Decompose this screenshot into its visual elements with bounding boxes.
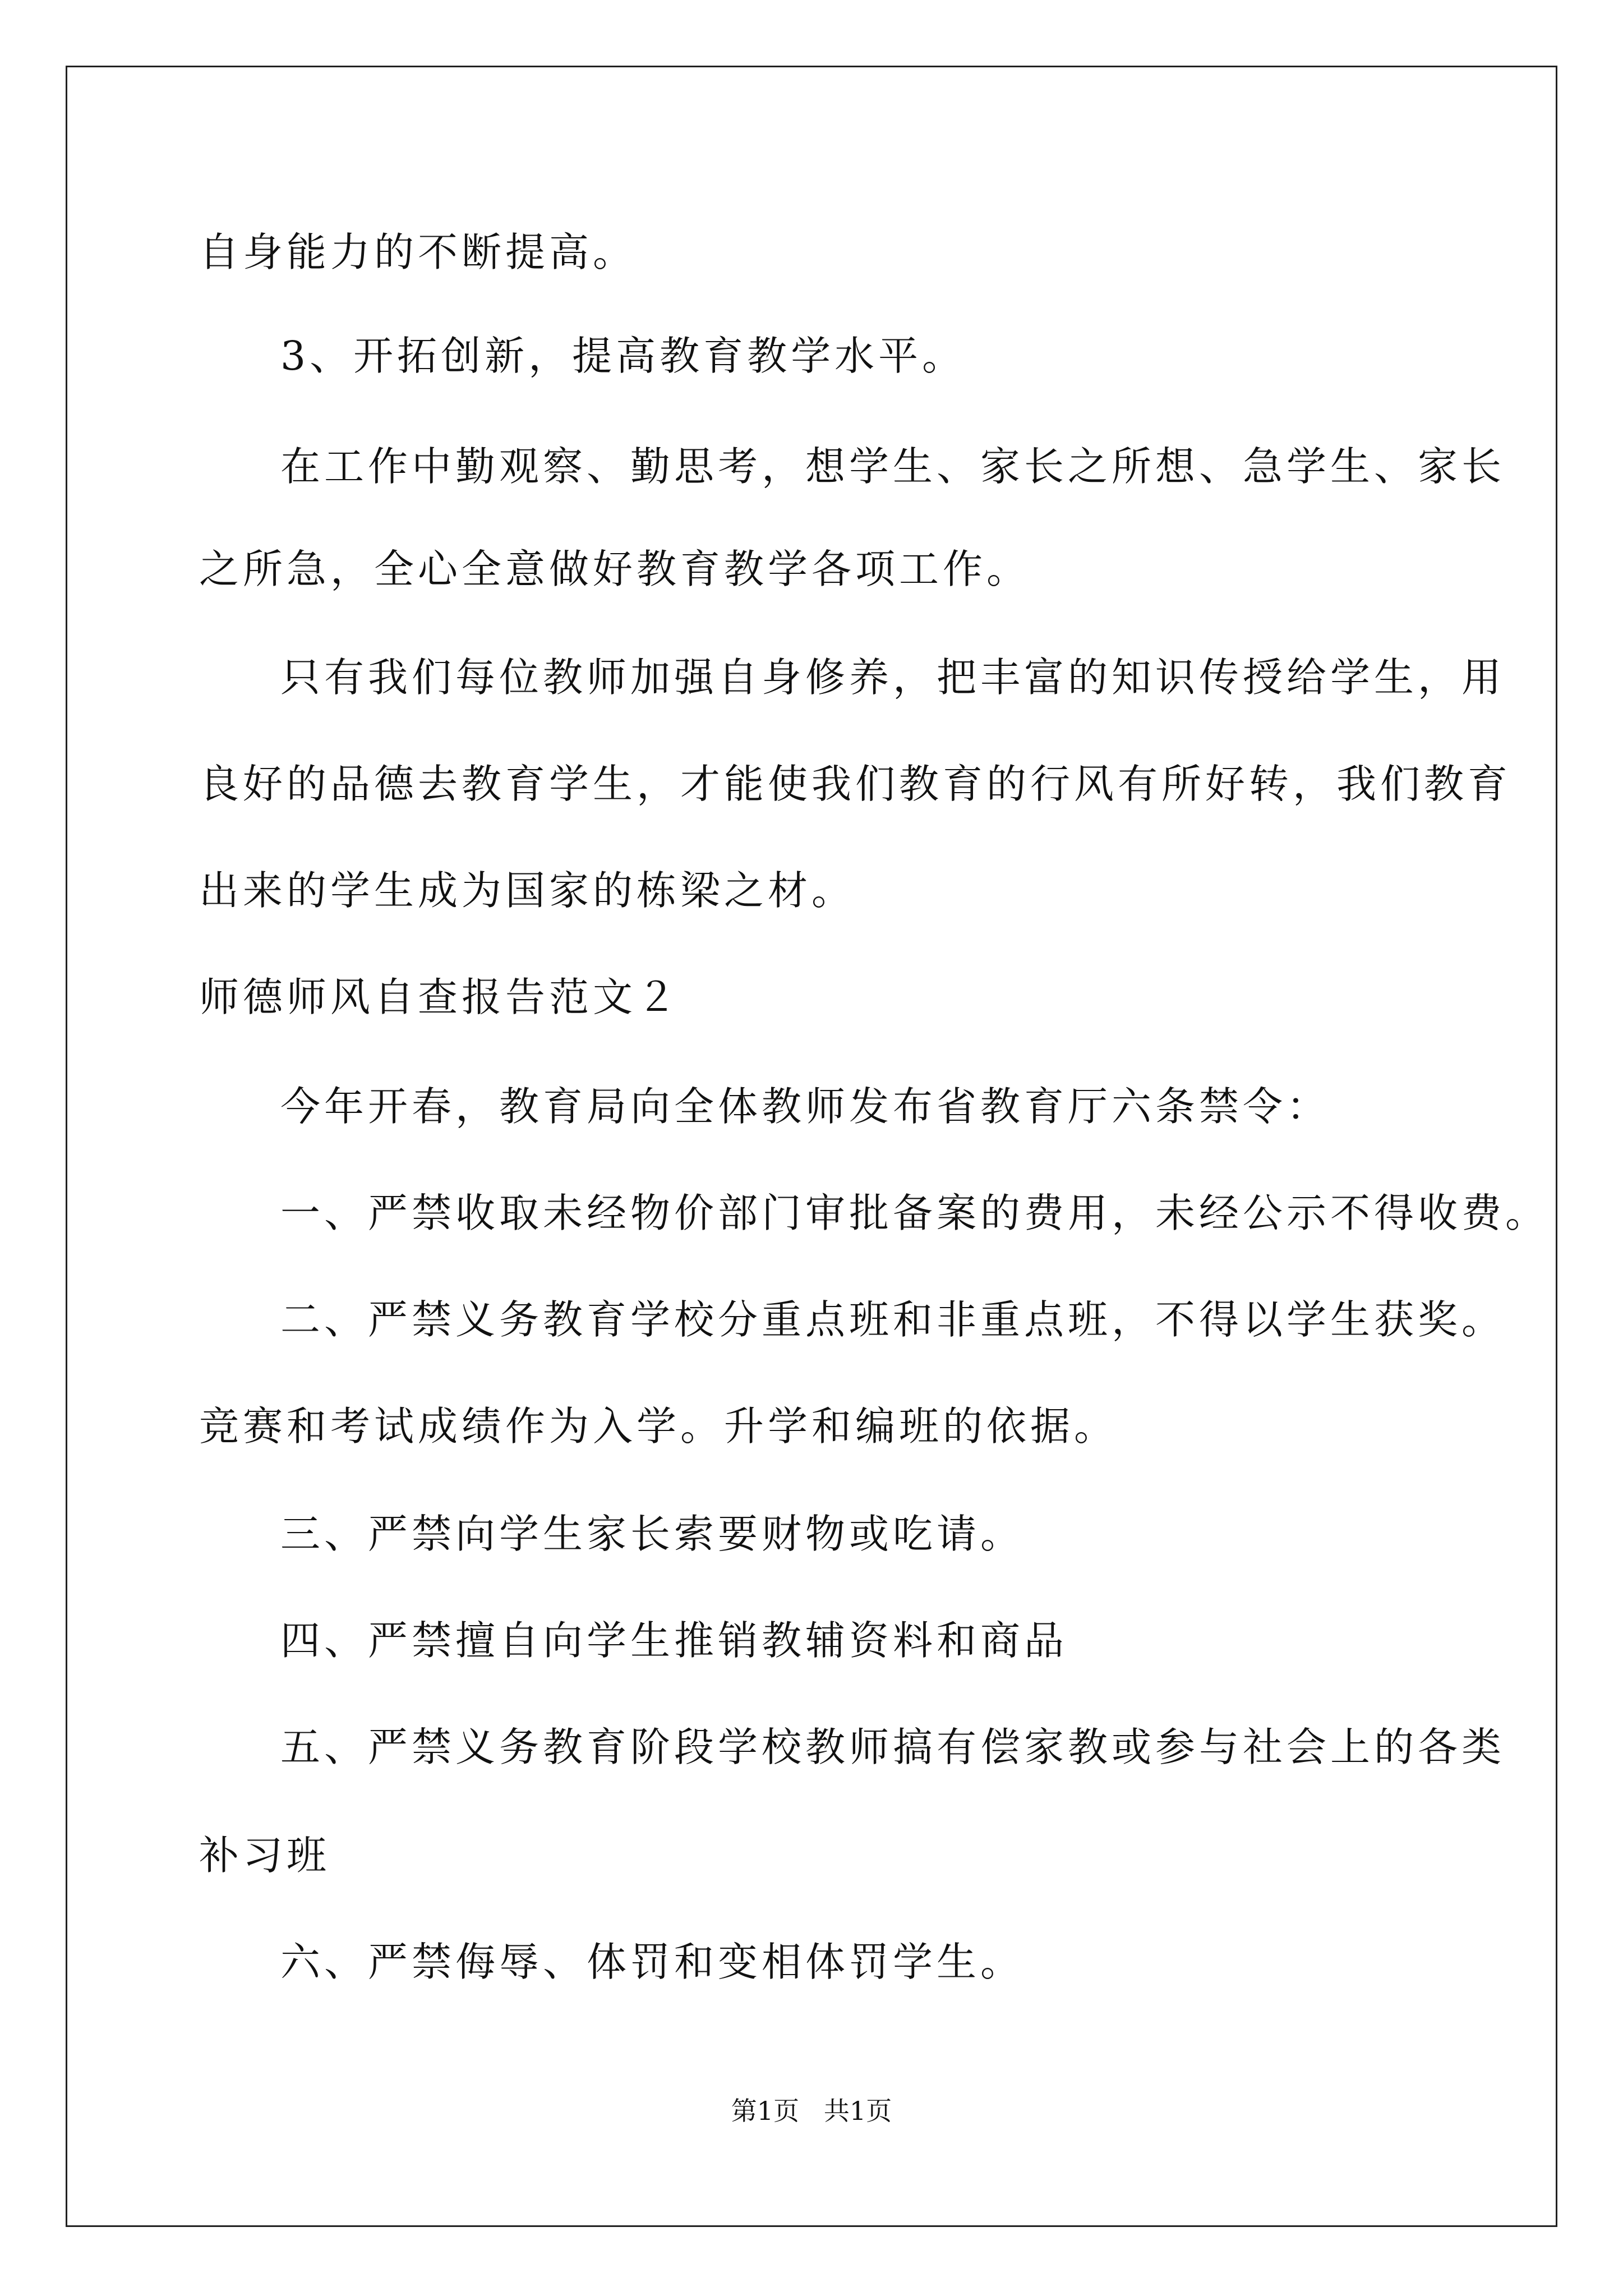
paragraph-line: 在工作中勤观察、勤思考，想学生、家长之所想、急学生、家长: [280, 443, 1506, 490]
paragraph-line: 只有我们每位教师加强自身修养，把丰富的知识传授给学生，用: [280, 654, 1506, 701]
paragraph-line: 六、严禁侮辱、体罚和变相体罚学生。: [280, 1939, 1025, 1985]
paragraph-line: 自身能力的不断提高。: [199, 229, 637, 275]
page-border: [66, 66, 1557, 2227]
paragraph-line: 今年开春，教育局向全体教师发布省教育厅六条禁令：: [280, 1083, 1331, 1130]
paragraph-line: 3、开拓创新，提高教育教学水平。: [280, 333, 966, 379]
paragraph-line: 二、严禁义务教育学校分重点班和非重点班，不得以学生获奖。: [280, 1296, 1506, 1343]
page-footer: 第1页 共1页: [731, 2096, 892, 2126]
section-heading: 师德师风自查报告范文２: [199, 974, 681, 1020]
paragraph-line: 出来的学生成为国家的栋梁之材。: [199, 867, 856, 914]
paragraph-line: 竞赛和考试成绩作为入学。升学和编班的依据。: [199, 1403, 1118, 1450]
paragraph-line: 补习班: [199, 1832, 331, 1879]
paragraph-line: 三、严禁向学生家长索要财物或吃请。: [280, 1511, 1025, 1557]
paragraph-line: 五、严禁义务教育阶段学校教师搞有偿家教或参与社会上的各类: [280, 1724, 1506, 1770]
paragraph-line: 四、严禁擅自向学生推销教辅资料和商品: [280, 1617, 1068, 1664]
paragraph-line: 一、严禁收取未经物价部门审批备案的费用，未经公示不得收费。: [280, 1190, 1550, 1236]
paragraph-line: 之所急，全心全意做好教育教学各项工作。: [199, 546, 1031, 592]
paragraph-line: 良好的品德去教育学生，才能使我们教育的行风有所好转，我们教育: [199, 761, 1512, 807]
